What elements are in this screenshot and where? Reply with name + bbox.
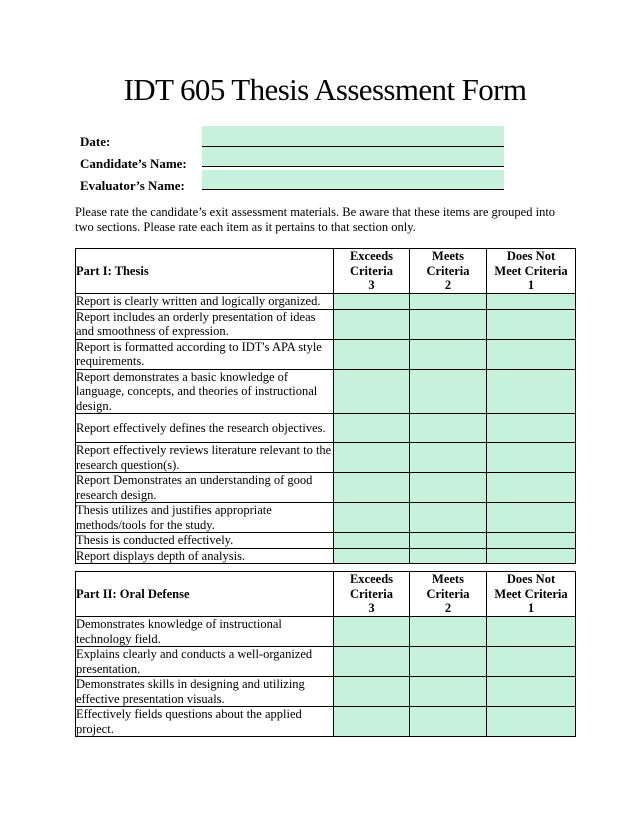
part1-header-row [76,249,576,294]
criterion-text: Report is formatted according to IDT's APA style requirements. [76,339,334,369]
criterion-text: Effectively fields questions about the applied project. [76,707,334,737]
rating-cell-meets[interactable] [410,414,487,443]
rating-cell-exceeds[interactable] [334,548,410,564]
table-row [76,309,576,339]
rating-cell-exceeds[interactable] [334,677,410,707]
criterion-text: Thesis utilizes and justifies appropriate methods/tools for the study. [76,503,334,533]
criterion-text: Report includes an orderly presentation of ideas and smoothness of expression. [76,309,334,339]
table-row [76,503,576,533]
candidate-name-field[interactable] [202,147,504,167]
rating-cell-meets[interactable] [410,617,487,647]
table-row [76,339,576,369]
rating-cell-meets[interactable] [410,369,487,414]
rating-cell-exceeds[interactable] [334,309,410,339]
table-row [76,647,576,677]
rating-cell-meets[interactable] [410,473,487,503]
rating-cell-does-not-meet[interactable] [487,369,576,414]
rating-cell-does-not-meet[interactable] [487,443,576,473]
rating-cell-does-not-meet[interactable] [487,503,576,533]
rating-cell-exceeds[interactable] [334,473,410,503]
rating-cell-exceeds[interactable] [334,617,410,647]
rating-cell-does-not-meet[interactable] [487,309,576,339]
rating-cell-meets[interactable] [410,443,487,473]
rating-cell-meets[interactable] [410,533,487,549]
rating-cell-meets[interactable] [410,309,487,339]
table-row [76,548,576,564]
rating-cell-exceeds[interactable] [334,294,410,310]
rating-cell-does-not-meet[interactable] [487,339,576,369]
rating-cell-does-not-meet[interactable] [487,473,576,503]
table-row [76,414,576,443]
criterion-text: Report is clearly written and logically organized. [76,294,334,310]
rating-cell-meets[interactable] [410,677,487,707]
rating-cell-meets[interactable] [410,548,487,564]
table-row [76,617,576,647]
rating-cell-meets[interactable] [410,339,487,369]
criterion-text: Report Demonstrates an understanding of good research design. [76,473,334,503]
rating-cell-does-not-meet[interactable] [487,548,576,564]
table-row [76,473,576,503]
rating-cell-exceeds[interactable] [334,503,410,533]
criteria-exceeds-header: Exceeds Criteria 3 [334,249,410,294]
criteria-does-not-meet-header: Does Not Meet Criteria 1 [487,572,576,617]
rating-cell-exceeds[interactable] [334,533,410,549]
table-row [76,677,576,707]
evaluator-name-field[interactable] [202,170,504,190]
rating-cell-exceeds[interactable] [334,369,410,414]
criteria-meets-header: Meets Criteria 2 [410,572,487,617]
criteria-exceeds-header: Exceeds Criteria 3 [334,572,410,617]
table-row [76,294,576,310]
rating-cell-does-not-meet[interactable] [487,647,576,677]
part2-table [75,571,576,737]
criterion-text: Report effectively defines the research objectives. [76,414,334,443]
rating-cell-exceeds[interactable] [334,414,410,443]
evaluator-name-label: Evaluator’s Name: [80,178,185,193]
rating-cell-exceeds[interactable] [334,647,410,677]
criteria-does-not-meet-header: Does Not Meet Criteria 1 [487,249,576,294]
date-label: Date: [80,134,111,149]
rating-cell-does-not-meet[interactable] [487,533,576,549]
rating-cell-does-not-meet[interactable] [487,707,576,737]
date-field[interactable] [202,126,504,147]
page-title: IDT 605 Thesis Assessment Form [123,72,527,107]
rating-cell-meets[interactable] [410,503,487,533]
part2-title: Part II: Oral Defense [76,572,334,617]
rating-cell-meets[interactable] [410,647,487,677]
rating-cell-does-not-meet[interactable] [487,617,576,647]
part1-table [75,248,576,564]
table-row [76,707,576,737]
candidate-name-label: Candidate’s Name: [80,156,187,171]
criterion-text: Report displays depth of analysis. [76,548,334,564]
table-row [76,533,576,549]
table-row [76,443,576,473]
rating-cell-exceeds[interactable] [334,443,410,473]
criterion-text: Report effectively reviews literature relevant to the research question(s). [76,443,334,473]
table-row [76,369,576,414]
criterion-text: Thesis is conducted effectively. [76,533,334,549]
instructions-text: Please rate the candidate’s exit assessment materials. Be aware that these items are grouped into two sections. Please rate each item as it pertains to that section only. [75,205,556,234]
part2-header-row [76,572,576,617]
rating-cell-does-not-meet[interactable] [487,294,576,310]
criterion-text: Demonstrates knowledge of instructional technology field. [76,617,334,647]
criterion-text: Explains clearly and conducts a well-organized presentation. [76,647,334,677]
rating-cell-does-not-meet[interactable] [487,414,576,443]
criterion-text: Report demonstrates a basic knowledge of language, concepts, and theories of instructional design. [76,369,334,414]
part1-title: Part I: Thesis [76,249,334,294]
rating-cell-does-not-meet[interactable] [487,677,576,707]
criterion-text: Demonstrates skills in designing and utilizing effective presentation visuals. [76,677,334,707]
criteria-meets-header: Meets Criteria 2 [410,249,487,294]
rating-cell-exceeds[interactable] [334,707,410,737]
rating-cell-meets[interactable] [410,294,487,310]
rating-cell-meets[interactable] [410,707,487,737]
rating-cell-exceeds[interactable] [334,339,410,369]
